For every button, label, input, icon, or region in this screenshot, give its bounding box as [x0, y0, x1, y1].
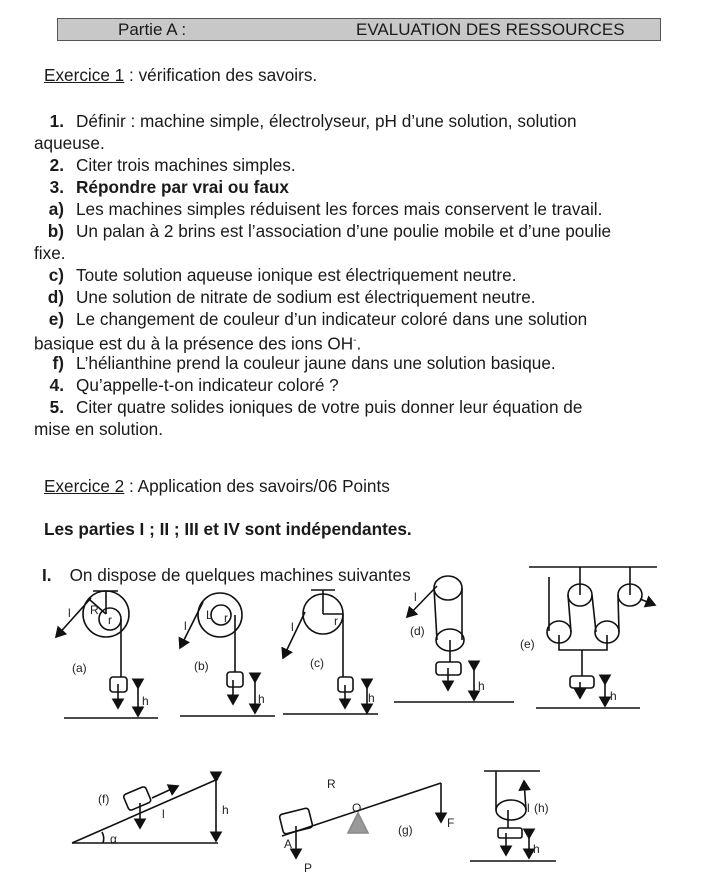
exercise1-title: : vérification des savoirs. — [124, 65, 318, 85]
label-b: (b) — [194, 659, 209, 673]
item-text: Toute solution aqueuse ionique est électriquement neutre. — [76, 265, 517, 285]
figure-f — [72, 779, 218, 843]
item-num: b) — [47, 221, 64, 241]
item-text: Une solution de nitrate de sodium est électriquement neutre. — [76, 287, 536, 307]
exercise2-label: Exercice 2 — [44, 476, 125, 496]
label-d-h: h — [478, 679, 485, 693]
exercise2-title: : Application des savoirs/06 Points — [124, 476, 390, 496]
item-num: 4. — [49, 375, 64, 395]
label-a-r: r — [108, 613, 112, 627]
label-g-F: F — [447, 816, 455, 830]
label-g-R: R — [327, 777, 336, 791]
part1-text: On dispose de quelques machines suivantes — [69, 565, 411, 585]
label-c-l: l — [291, 620, 294, 634]
label-c-h: h — [368, 691, 375, 705]
item-num: a) — [48, 199, 64, 219]
label-c: (c) — [310, 656, 324, 670]
label-b-L: L — [206, 608, 213, 622]
label-d-l: l — [414, 590, 417, 604]
item-num: c) — [48, 265, 64, 285]
label-f-h: h — [222, 803, 229, 817]
item-sup: - — [353, 335, 357, 346]
item-text: Les machines simples réduisent les forces mais conservent le travail. — [76, 199, 603, 219]
item-cont: fixe. — [34, 243, 66, 263]
item-text: Définir : machine simple, électrolyseur, pH d’une solution, solution — [76, 111, 577, 131]
exercise1-label: Exercice 1 — [44, 65, 125, 85]
part-title: EVALUATION DES RESSOURCES — [356, 20, 625, 39]
item-text: Qu’appelle-t-on indicateur coloré ? — [76, 375, 339, 395]
label-h: (h) — [534, 801, 549, 815]
label-h-l: l — [527, 801, 530, 815]
label-a-h: h — [142, 694, 149, 708]
item-num: f) — [52, 353, 64, 373]
item-num: d) — [47, 287, 64, 307]
label-b-h: h — [258, 692, 265, 706]
figure-h — [470, 771, 556, 861]
part-label: Partie A : — [118, 20, 187, 39]
item-cont: mise en solution. — [34, 419, 163, 439]
item-text: Le changement de couleur d’un indicateur coloré dans une solution — [76, 309, 588, 329]
label-c-r: r — [334, 614, 338, 628]
label-b-r: r — [224, 611, 228, 625]
label-a: (a) — [72, 661, 87, 675]
item-text: Citer quatre solides ioniques de votre puis donner leur équation de — [76, 397, 583, 417]
label-g-O: O — [352, 801, 362, 815]
item-num: 1. — [49, 111, 64, 131]
label-g: (g) — [398, 823, 413, 837]
item-num: 2. — [49, 155, 64, 175]
item-num: e) — [48, 309, 64, 329]
exercise2-note: Les parties I ; II ; III et IV sont indépendantes. — [44, 519, 412, 539]
label-f-l: l — [162, 807, 165, 821]
label-h-h: h — [533, 842, 540, 856]
label-a-l: l — [68, 606, 71, 620]
label-f: (f) — [98, 792, 110, 806]
label-f-alpha: α — [110, 832, 117, 846]
fulcrum — [348, 813, 368, 833]
label-g-A: A — [284, 837, 293, 851]
item-num: 3. — [49, 177, 64, 197]
item-text: Répondre par vrai ou faux — [76, 177, 289, 197]
label-g-P: P — [304, 861, 313, 875]
item-cont: aqueuse. — [34, 133, 105, 153]
label-e-h: h — [610, 689, 617, 703]
figure-d — [394, 576, 514, 702]
label-b-l: l — [184, 619, 187, 633]
figure-c — [283, 590, 378, 714]
item-text: L’hélianthine prend la couleur jaune dans une solution basique. — [76, 353, 556, 373]
label-e: (e) — [520, 637, 535, 651]
item-num: 5. — [49, 397, 64, 417]
item-text: Un palan à 2 brins est l’association d’une poulie mobile et d’une poulie — [76, 221, 612, 241]
item-end: . — [356, 333, 362, 354]
figure-e — [529, 567, 657, 708]
label-a-R: R — [90, 603, 99, 617]
label-d: (d) — [410, 624, 425, 638]
item-cont: basique est du à la présence des ions OH — [34, 333, 354, 354]
part1-num: I. — [42, 565, 52, 585]
item-text: Citer trois machines simples. — [76, 155, 296, 175]
